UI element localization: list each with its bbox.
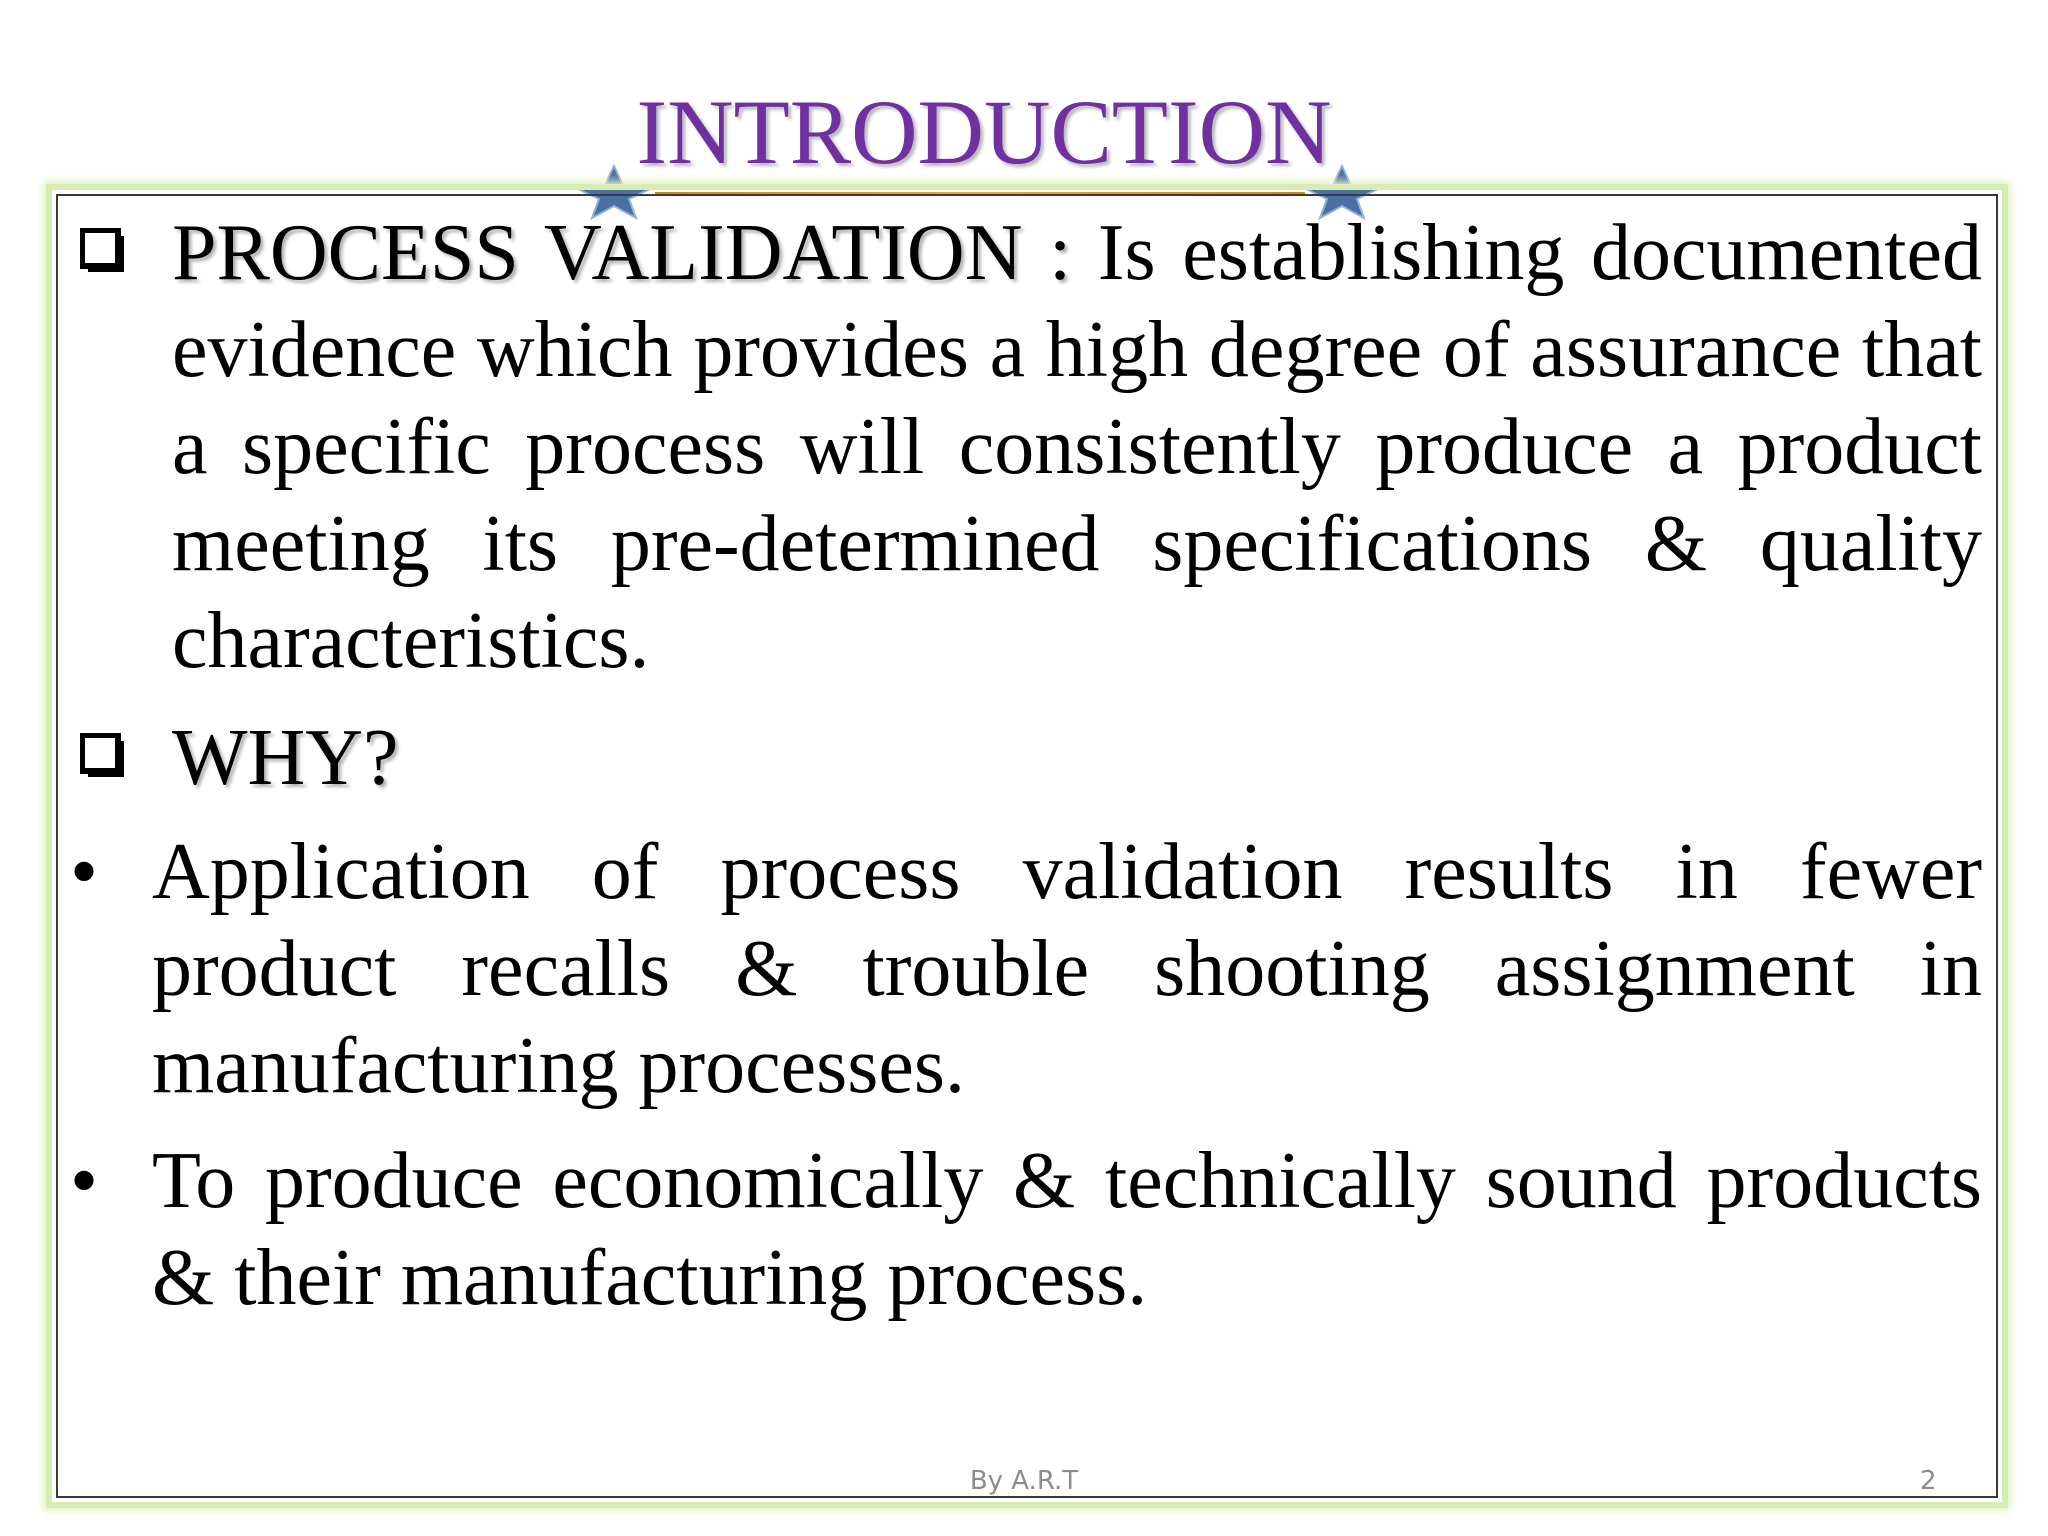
footer-page-number: 2 bbox=[1920, 1466, 1937, 1496]
bullet-dot: • bbox=[70, 1137, 99, 1225]
bullet-dot: • bbox=[70, 828, 99, 916]
why-heading: WHY? bbox=[172, 714, 399, 802]
footer-author: By A.R.T bbox=[969, 1466, 1079, 1496]
process-validation-text: Is establishing documented evidence which provides a high degree of assurance that a specific process will consistently produce a product meeting its pre-determined specifications & quality characteristics. bbox=[172, 209, 1982, 685]
process-validation-definition bbox=[172, 205, 1982, 690]
process-validation-term: PROCESS VALIDATION : bbox=[172, 209, 1072, 297]
slide-title: INTRODUCTION bbox=[636, 81, 1332, 183]
why-bullet-2: To produce economically & technically sound products & their manufacturing process. bbox=[152, 1137, 1982, 1322]
checkbox-square-icon bbox=[80, 733, 128, 781]
checkbox-square-icon bbox=[80, 228, 128, 276]
why-bullet-1: Application of process validation results in fewer product recalls & trouble shooting assignment in manufacturing processes. bbox=[152, 828, 1982, 1110]
